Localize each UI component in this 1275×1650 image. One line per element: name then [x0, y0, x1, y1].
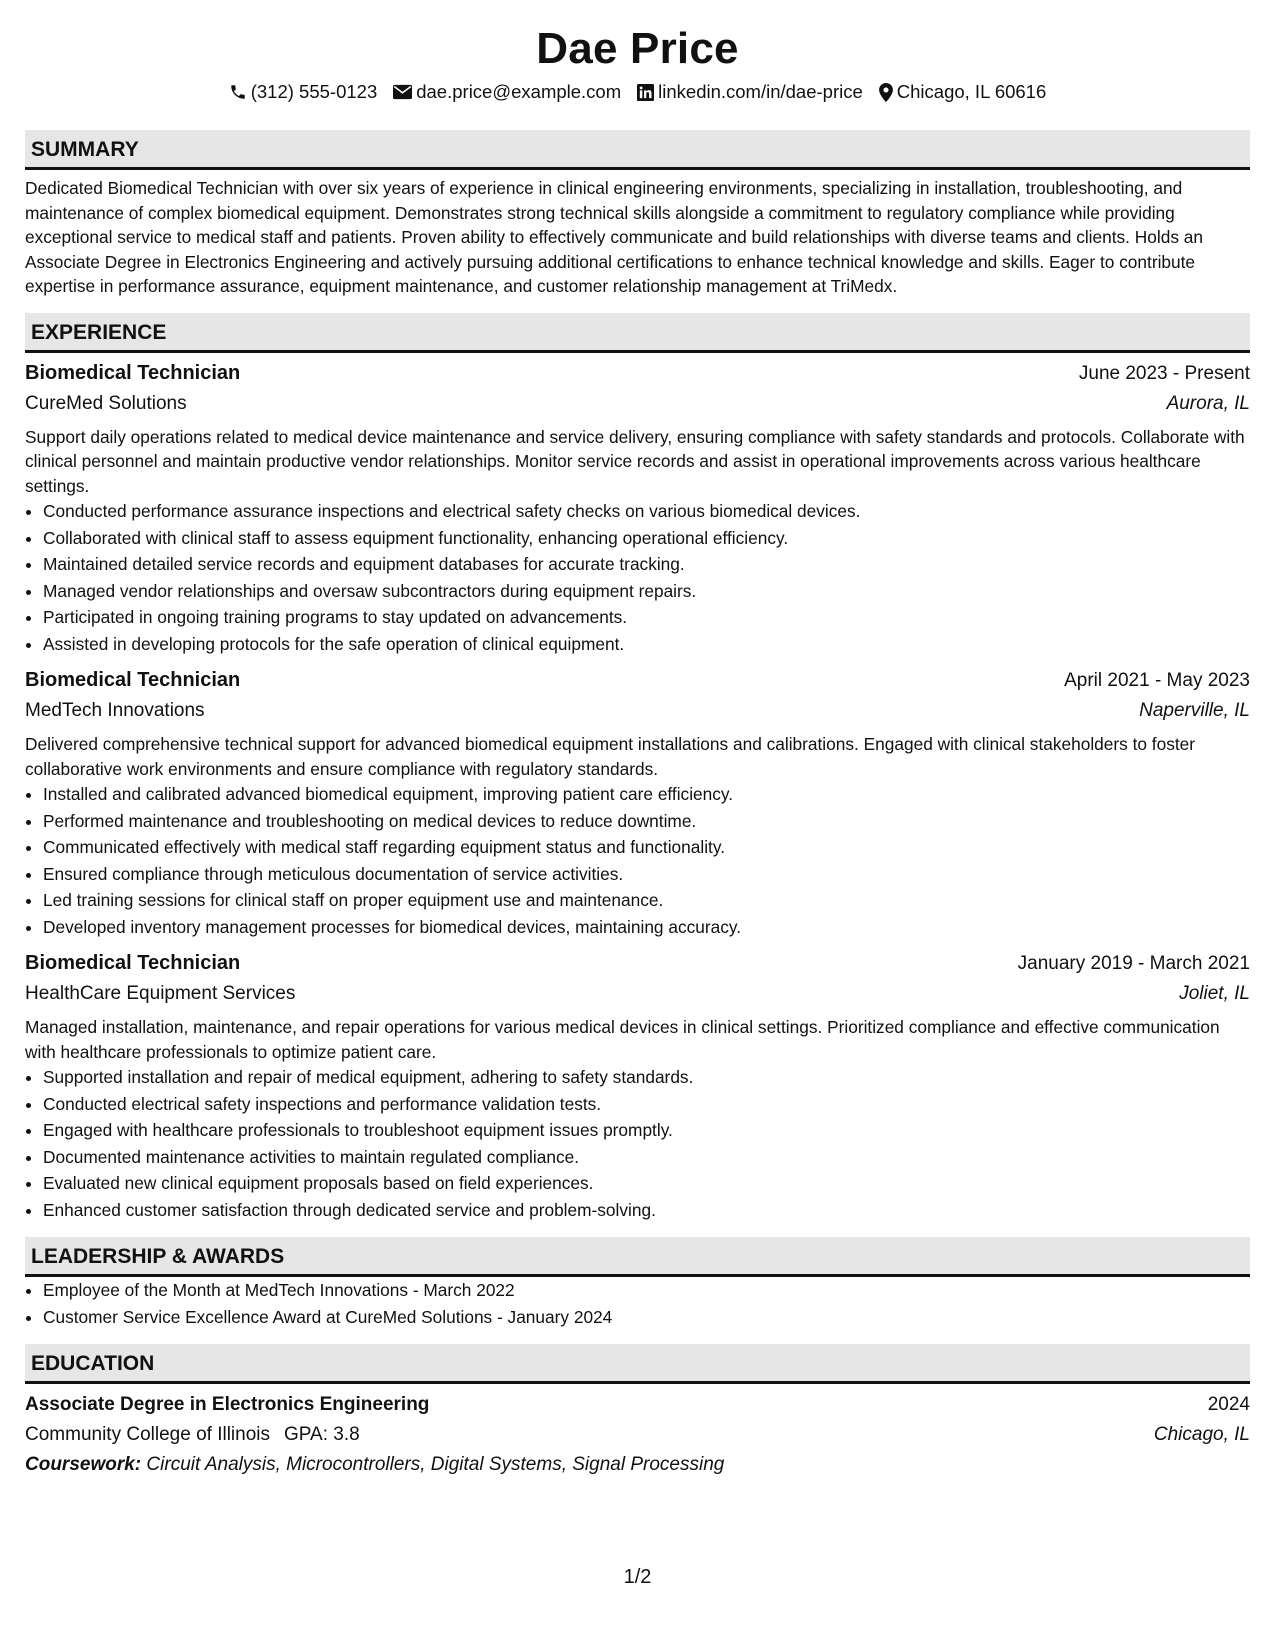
bullet-item: • Ensured compliance through meticulous documentation of service activities.	[43, 861, 1250, 888]
candidate-name: Dae Price	[536, 24, 739, 73]
resume-page	[25, 22, 1250, 1480]
job-entry	[25, 948, 1250, 1223]
linkedin-link[interactable]: linkedin.com/in/dae-price	[658, 81, 863, 102]
coursework-label: Coursework:	[25, 1454, 142, 1475]
education-subheader	[25, 1420, 1250, 1450]
education-entry	[25, 1390, 1250, 1480]
phone-text: (312) 555-0123	[250, 81, 378, 102]
award-item: • Employee of the Month at MedTech Innovations - March 2022	[43, 1277, 1250, 1304]
job-subheader	[25, 979, 1250, 1009]
company-name: HealthCare Equipment Services	[25, 983, 296, 1004]
section-header-education: EDUCATION	[25, 1344, 1250, 1384]
bullet-item: • Enhanced customer satisfaction through dedicated service and problem-solving.	[43, 1197, 1250, 1224]
job-subheader	[25, 696, 1250, 726]
bullet-item: • Evaluated new clinical equipment proposals based on field experiences.	[43, 1170, 1250, 1197]
job-header	[25, 948, 1250, 979]
award-item: • Customer Service Excellence Award at CureMed Solutions - January 2024	[43, 1304, 1250, 1331]
job-description: Support daily operations related to medical device maintenance and service delivery, ensuring compliance with safety standards and protocols. Collaborate with clinical personnel and maintain productive vendor relationships. Monitor service records and assist in operational improvements across various healthcare settings.	[25, 426, 1245, 496]
job-title: Biomedical Technician	[25, 952, 241, 974]
contact-bar	[25, 80, 1250, 104]
job-bullets	[25, 781, 1250, 940]
section-header-summary: SUMMARY	[25, 130, 1250, 170]
education-header	[25, 1390, 1250, 1420]
linkedin-icon	[637, 84, 654, 101]
job-title: Biomedical Technician	[25, 361, 241, 384]
contact-linkedin[interactable]	[637, 80, 863, 104]
section-header-experience: EXPERIENCE	[25, 313, 1250, 353]
phone-icon	[229, 83, 247, 101]
bullet-item: • Performed maintenance and troubleshooting on medical devices to reduce downtime.	[43, 808, 1250, 835]
job-title: Biomedical Technician	[25, 669, 241, 691]
coursework-line	[25, 1450, 1250, 1480]
job-location: Joliet, IL	[1179, 983, 1250, 1004]
bullet-item: • Collaborated with clinical staff to assess equipment functionality, enhancing operational efficiency.	[43, 525, 1250, 552]
job-entry	[25, 665, 1250, 940]
contact-email[interactable]	[393, 80, 621, 104]
job-dates: June 2023 - Present	[1078, 362, 1250, 384]
bullet-item: • Installed and calibrated advanced biomedical equipment, improving patient care efficiency.	[43, 781, 1250, 808]
bullet-item: • Maintained detailed service records and equipment databases for accurate tracking.	[43, 551, 1250, 578]
graduation-year: 2024	[1207, 1394, 1250, 1415]
bullet-item: • Documented maintenance activities to maintain regulated compliance.	[43, 1144, 1250, 1171]
contact-phone	[229, 80, 378, 104]
job-location: Aurora, IL	[1166, 392, 1250, 414]
coursework-list: Circuit Analysis, Microcontrollers, Digital Systems, Signal Processing	[146, 1454, 725, 1475]
degree-name: Associate Degree in Electronics Engineering	[25, 1394, 430, 1415]
bullet-item: • Assisted in developing protocols for the safe operation of clinical equipment.	[43, 631, 1250, 658]
job-description: Delivered comprehensive technical support for advanced biomedical equipment installations and calibrations. Engaged with clinical stakeholders to foster collaborative work environments and ensure compliance with regulatory standards.	[25, 734, 1196, 779]
awards-list	[25, 1277, 1250, 1330]
bullet-item: • Supported installation and repair of medical equipment, adhering to safety standards.	[43, 1064, 1250, 1091]
location-text: Chicago, IL 60616	[896, 81, 1047, 102]
school-location: Chicago, IL	[1153, 1424, 1250, 1445]
section-header-awards: LEADERSHIP & AWARDS	[25, 1237, 1250, 1277]
school-name: Community College of Illinois	[25, 1424, 270, 1445]
bullet-item: • Engaged with healthcare professionals to troubleshoot equipment issues promptly.	[43, 1117, 1250, 1144]
contact-location	[879, 80, 1046, 104]
envelope-icon	[393, 84, 412, 100]
company-name: CureMed Solutions	[25, 392, 187, 414]
page-number: 1/2	[623, 1566, 652, 1588]
map-pin-icon	[879, 83, 893, 102]
bullet-item: • Participated in ongoing training programs to stay updated on advancements.	[43, 604, 1250, 631]
job-location: Naperville, IL	[1139, 700, 1250, 721]
job-entry	[25, 358, 1250, 658]
job-subheader	[25, 389, 1250, 419]
summary-paragraph: Dedicated Biomedical Technician with over six years of experience in clinical engineering environments, specializing in installation, troubleshooting, and maintenance of complex biomedical equipment. Demonstrates strong technical skills alongside a commitment to regulatory compliance while providing exceptional service to medical staff and patients. Proven ability to effectively communicate and build relationships with diverse teams and clients. Holds an Associate Degree in Electronics Engineering and actively pursuing additional certifications to enhance technical knowledge and skills. Eager to contribute expertise in performance assurance, equipment maintenance, and customer relationship management at TriMedx.	[25, 178, 1203, 296]
bullet-item: • Led training sessions for clinical staff on proper equipment use and maintenance.	[43, 887, 1250, 914]
company-name: MedTech Innovations	[25, 700, 205, 721]
bullet-item: • Developed inventory management processes for biomedical devices, maintaining accuracy.	[43, 914, 1250, 941]
job-header	[25, 665, 1250, 696]
school-line	[25, 1420, 360, 1450]
bullet-item: • Conducted performance assurance inspections and electrical safety checks on various biomedical devices.	[43, 498, 1250, 525]
gpa: GPA: 3.8	[284, 1424, 360, 1445]
job-dates: April 2021 - May 2023	[1064, 670, 1250, 691]
job-dates: January 2019 - March 2021	[1017, 953, 1250, 974]
bullet-item: • Communicated effectively with medical staff regarding equipment status and functionality.	[43, 834, 1250, 861]
bullet-item: • Managed vendor relationships and oversaw subcontractors during equipment repairs.	[43, 578, 1250, 605]
job-bullets	[25, 1064, 1250, 1223]
job-description: Managed installation, maintenance, and repair operations for various medical devices in clinical settings. Prioritized compliance and effective communication with healthcare professionals to optimize patient care.	[25, 1017, 1220, 1062]
bullet-item: • Conducted electrical safety inspections and performance validation tests.	[43, 1091, 1250, 1118]
email-link[interactable]: dae.price@example.com	[416, 81, 622, 102]
job-header	[25, 358, 1250, 389]
job-bullets	[25, 498, 1250, 657]
